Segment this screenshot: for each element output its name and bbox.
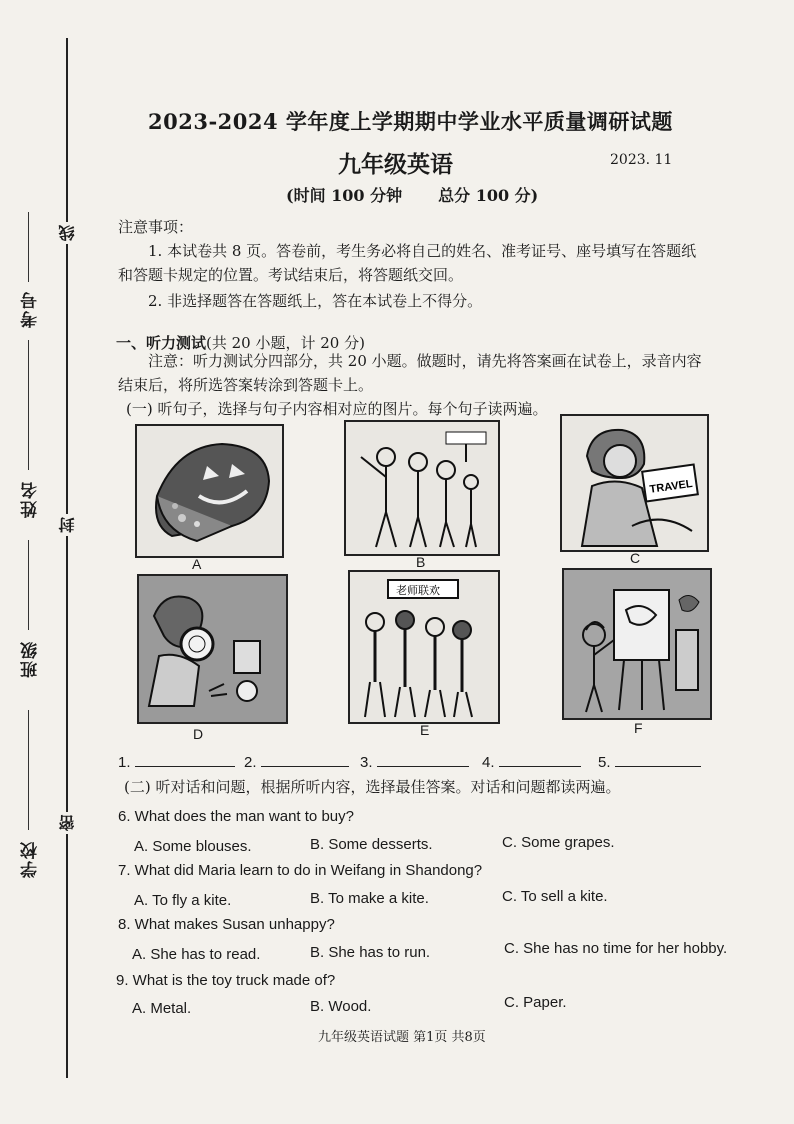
- margin-label-exam-number: 考号: [21, 290, 41, 328]
- binding-line: [66, 38, 68, 1078]
- section-title: 一、听力测试: [116, 334, 207, 352]
- exam-time-score: [286, 183, 574, 206]
- picture-label-c: C: [630, 550, 641, 566]
- notes-line-1: 1. 本试卷共 8 页。答卷前，考生务必将自己的姓名、准考证号、座号填写在答题纸: [148, 242, 697, 260]
- answer-blank-3[interactable]: 3.: [360, 752, 469, 771]
- notes-heading: 注意事项：: [118, 218, 194, 236]
- question-6-option-c[interactable]: C. Some grapes.: [502, 834, 615, 851]
- seal-char-secret: 密: [56, 812, 79, 834]
- picture-d: [137, 574, 288, 724]
- question-8: 8. What makes Susan unhappy?: [118, 916, 335, 933]
- section-note-cont: 结束后，将所选答案转涂到答题卡上。: [118, 376, 374, 394]
- question-8-option-b[interactable]: B. She has to run.: [310, 944, 431, 961]
- margin-fill-line: [28, 710, 29, 830]
- picture-label-b: B: [416, 554, 426, 570]
- question-8-option-c[interactable]: C. She has no time for her hobby.: [504, 940, 728, 957]
- margin-fill-line: [28, 540, 29, 630]
- margin-label-class: 班级: [21, 640, 41, 678]
- answer-blank-1[interactable]: 1.: [118, 752, 235, 771]
- picture-c: [560, 414, 709, 552]
- question-7-option-a[interactable]: A. To fly a kite.: [134, 892, 232, 909]
- question-7-option-b[interactable]: B. To make a kite.: [310, 890, 429, 907]
- section-note: 注意：听力测试分四部分，共 20 小题。做题时，请先将答案画在试卷上，录音内容: [148, 352, 702, 370]
- answer-blank-2[interactable]: 2.: [244, 752, 349, 771]
- answer-blank-4[interactable]: 4.: [482, 752, 581, 771]
- exam-time: (时间 100 分钟: [286, 186, 403, 205]
- picture-e-banner-text: 老师联欢: [396, 584, 440, 597]
- part-1-instructions: (一) 听句子，选择与句子内容相对应的图片。每个句子读两遍。: [126, 400, 548, 418]
- question-8-option-a[interactable]: A. She has to read.: [132, 946, 261, 963]
- question-7-option-c[interactable]: C. To sell a kite.: [502, 888, 608, 905]
- exam-score: 总分 100 分): [438, 186, 539, 205]
- margin-label-name: 姓名: [21, 480, 41, 518]
- question-9-option-c[interactable]: C. Paper.: [504, 994, 567, 1011]
- picture-a: [135, 424, 284, 558]
- picture-label-d: D: [193, 726, 204, 742]
- exam-subject: 九年级英语: [338, 151, 453, 178]
- notes-line-2: 2. 非选择题答在答题纸上，答在本试卷上不得分。: [148, 292, 483, 310]
- question-6: 6. What does the man want to buy?: [118, 808, 354, 825]
- part-2-instructions: (二) 听对话和问题，根据所听内容，选择最佳答案。对话和问题都读两遍。: [124, 778, 621, 796]
- picture-label-a: A: [192, 556, 202, 572]
- page-footer: 九年级英语试题 第1页 共8页: [318, 1030, 486, 1045]
- exam-date: 2023. 11: [610, 152, 673, 168]
- seal-char-seal: 封: [56, 514, 79, 536]
- picture-c-sign-text: TRAVEL: [648, 477, 694, 496]
- picture-label-e: E: [420, 722, 430, 738]
- section-title-note: (共 20 小题，计 20 分): [206, 334, 365, 352]
- seal-char-line: 线: [56, 222, 79, 244]
- question-7: 7. What did Maria learn to do in Weifang in Shandong?: [118, 862, 483, 879]
- question-9-option-b[interactable]: B. Wood.: [310, 998, 372, 1015]
- picture-f: [562, 568, 712, 720]
- question-9-option-a[interactable]: A. Metal.: [132, 1000, 192, 1017]
- picture-b: [344, 420, 500, 556]
- question-9: 9. What is the toy truck made of?: [116, 972, 336, 989]
- notes-line-1-cont: 和答题卡规定的位置。考试结束后，将答题纸交回。: [118, 266, 464, 284]
- exam-title: 2023-2024 学年度上学期期中学业水平质量调研试题: [148, 109, 673, 134]
- question-6-option-b[interactable]: B. Some desserts.: [310, 836, 433, 853]
- answer-blank-5[interactable]: 5.: [598, 752, 701, 771]
- margin-label-school: 学校: [21, 840, 41, 878]
- picture-label-f: F: [634, 720, 643, 736]
- margin-fill-line: [28, 212, 29, 282]
- picture-e: [348, 570, 500, 724]
- margin-fill-line: [28, 340, 29, 470]
- question-6-option-a[interactable]: A. Some blouses.: [134, 838, 252, 855]
